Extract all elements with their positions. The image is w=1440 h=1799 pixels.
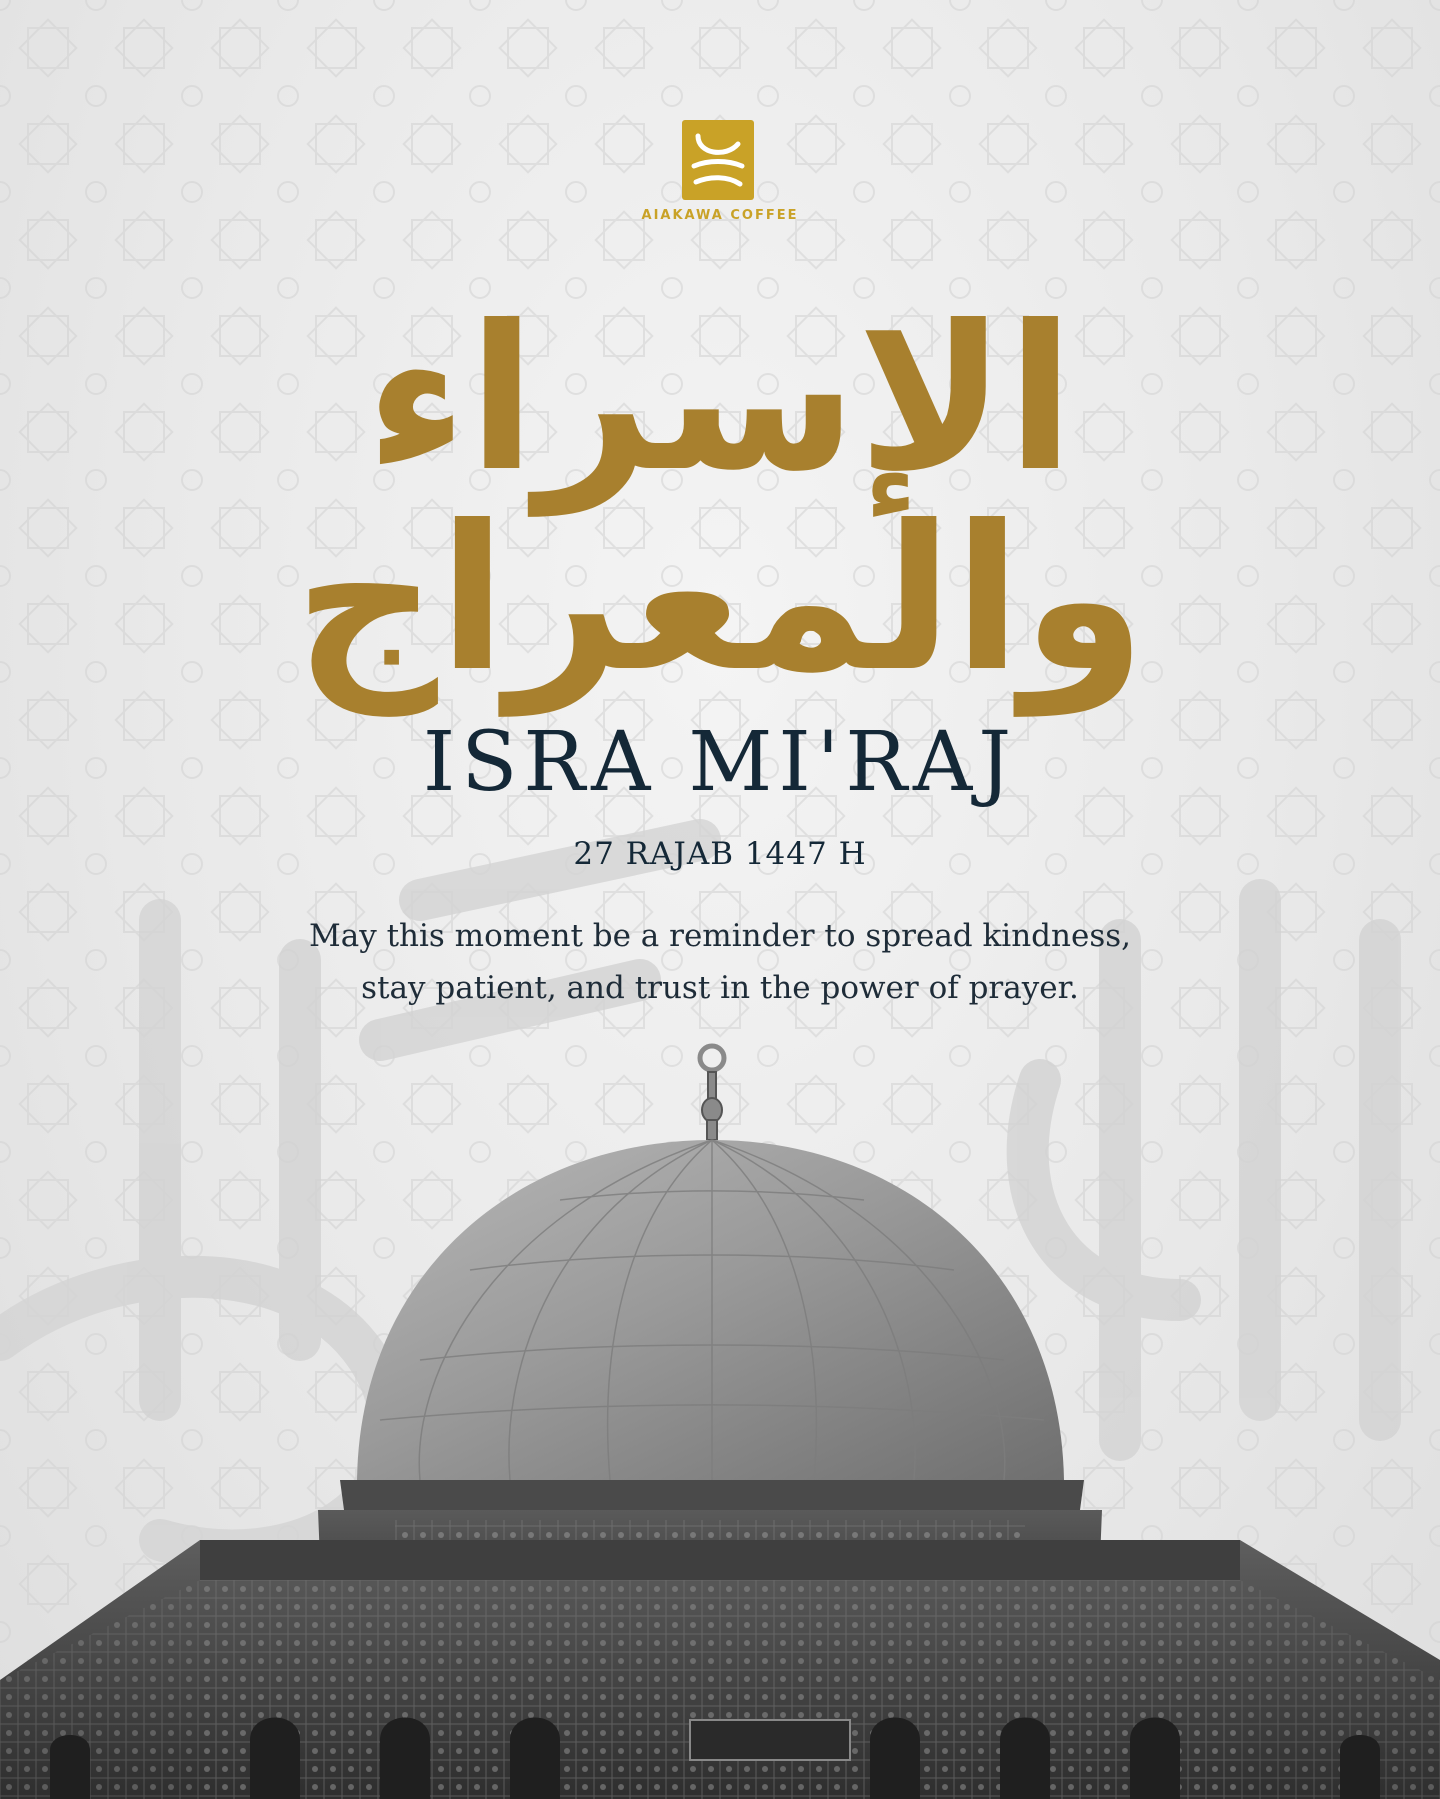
dome-of-the-rock-icon: [0, 1040, 1440, 1799]
message-line-1: May this moment be a reminder to spread kindness,: [308, 918, 1131, 954]
hijri-date: 27 RAJAB 1447 H: [573, 836, 867, 872]
page-title: ISRA MI'RAJ: [422, 715, 1018, 810]
greeting-message: [0, 910, 1440, 1014]
crescent-finial: [700, 1046, 724, 1140]
aiakawa-coffee-logo-icon: [682, 120, 758, 202]
brand-name: AIAKAWA COFFEE: [641, 208, 799, 223]
arabic-calligraphy-title: الإسراء والمعراج: [293, 283, 1147, 716]
brand-logo: [0, 120, 1440, 223]
message-line-2: stay patient, and trust in the power of prayer.: [361, 970, 1079, 1006]
